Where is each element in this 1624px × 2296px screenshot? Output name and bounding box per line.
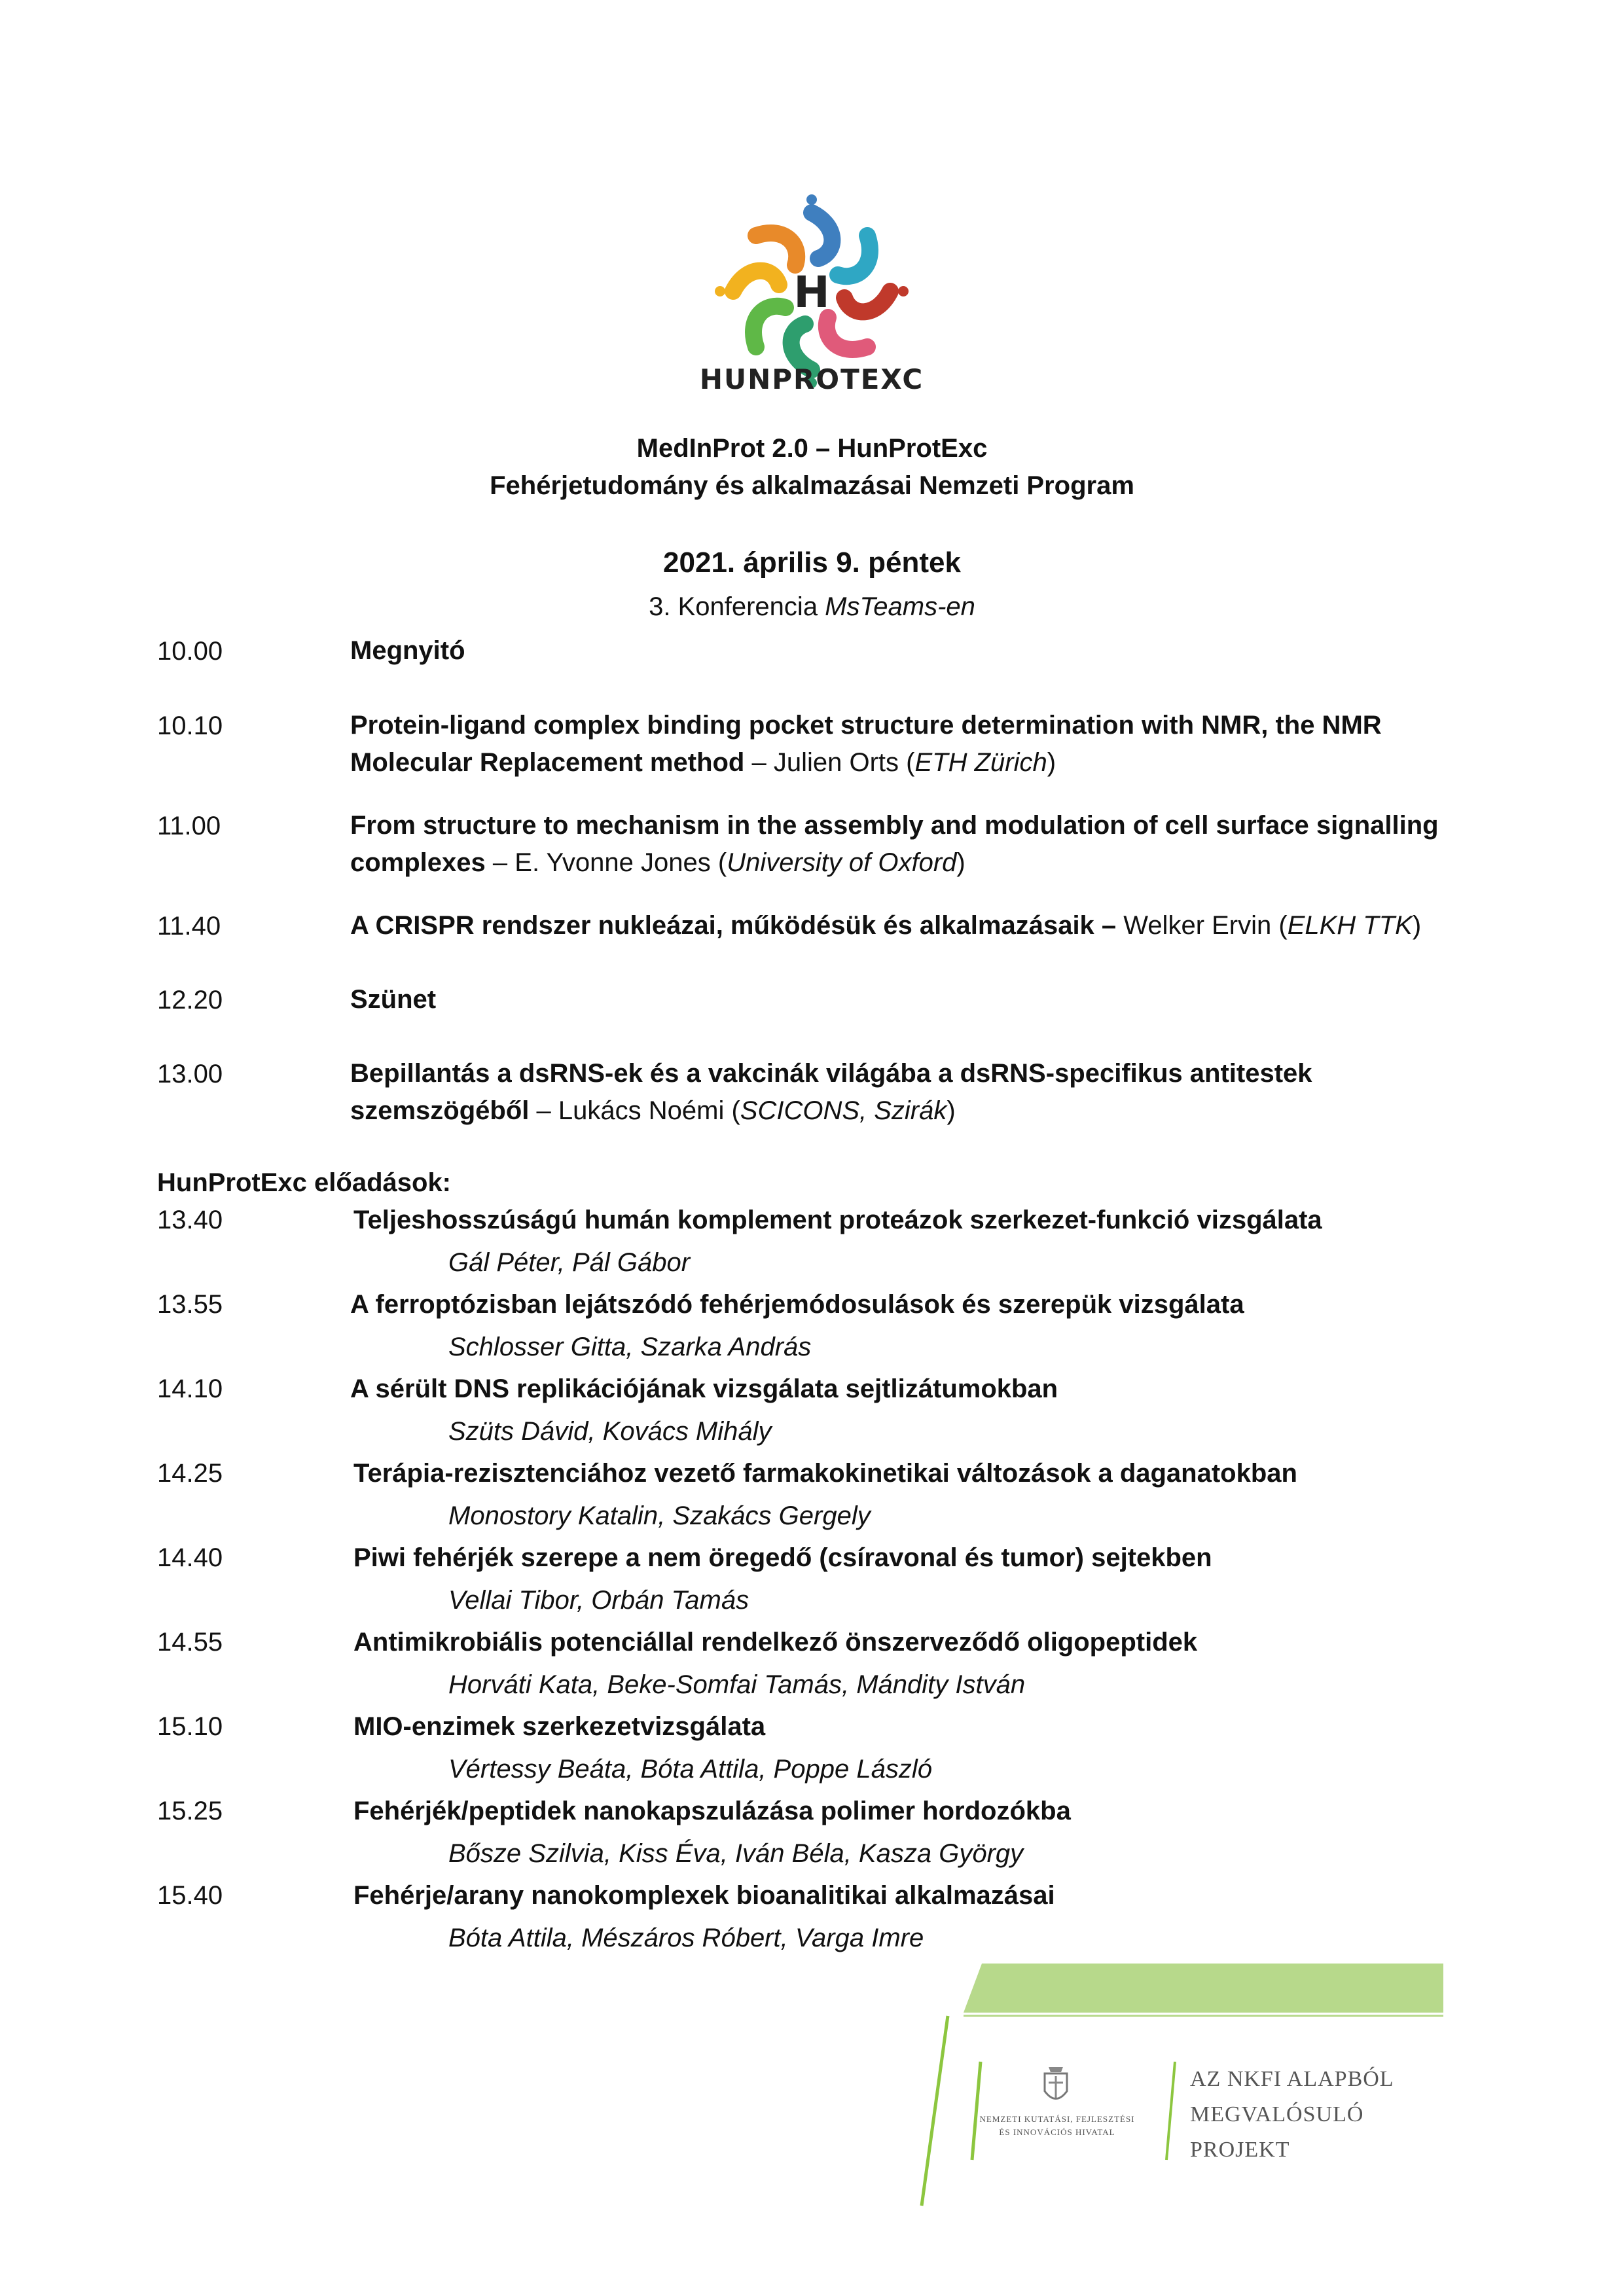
presentation-authors: Monostory Katalin, Szakács Gergely — [448, 1501, 871, 1530]
banner-stripe-left — [922, 2016, 948, 2206]
nkfih-name — [972, 2113, 1142, 2139]
presentation-time: 14.10 — [157, 1374, 223, 1403]
talk-title: Protein-ligand complex binding pocket structure determination with NMR, the NMR Molecular Replacement method — [350, 711, 1382, 777]
presentation-title: Antimikrobiális potenciállal rendelkező önszerveződő oligopeptidek — [353, 1628, 1198, 1657]
talk-title: A CRISPR rendszer nukleázai, működésük és alkalmazásaik – — [350, 911, 1117, 940]
schedule-talk — [350, 981, 1463, 1018]
banner-stripe-divider — [1166, 2062, 1175, 2160]
talk-title: Szünet — [350, 985, 437, 1014]
nkfi-label-line-1: AZ NKFI ALAPBÓL — [1190, 2067, 1394, 2091]
presentation-time: 13.55 — [157, 1290, 223, 1319]
schedule-time: 10.00 — [157, 637, 223, 666]
program-title-2: Fehérjetudomány és alkalmazásai Nemzeti Program — [490, 471, 1134, 500]
talk-separator: – — [744, 748, 774, 777]
talk-separator: – — [529, 1096, 558, 1125]
nkfih-line-2: ÉS INNOVÁCIÓS HIVATAL — [999, 2127, 1115, 2137]
subtitle-platform: MsTeams-en — [825, 592, 975, 621]
presentation-authors: Gál Péter, Pál Gábor — [448, 1248, 691, 1277]
schedule-time: 11.40 — [157, 912, 221, 941]
presentation-title: Fehérje/arany nanokomplexek bioanalitikai alkalmazásai — [353, 1881, 1055, 1910]
talk-speaker: Welker Ervin ( — [1123, 911, 1288, 940]
talk-affiliation: University of Oxford — [727, 848, 957, 877]
talk-speaker: E. Yvonne Jones ( — [514, 848, 727, 877]
presentation-title: A ferroptózisban lejátszódó fehérjemódosulások és szerepük vizsgálata — [350, 1290, 1244, 1319]
presentation-time: 15.25 — [157, 1797, 223, 1825]
schedule-talk — [350, 632, 1463, 670]
nkfi-label-line-2: MEGVALÓSULÓ — [1190, 2102, 1364, 2126]
event-subtitle — [0, 592, 1624, 622]
talk-title: Megnyitó — [350, 636, 465, 665]
banner-stripe-accent — [972, 2062, 981, 2160]
schedule-time: 13.00 — [157, 1060, 223, 1088]
presentation-authors: Schlosser Gitta, Szarka András — [448, 1333, 812, 1361]
presentation-time: 15.40 — [157, 1881, 223, 1910]
talk-separator: – — [485, 848, 515, 877]
talk-speaker: Julien Orts ( — [773, 748, 915, 777]
talk-speaker: Lukács Noémi ( — [558, 1096, 740, 1125]
talk-separator — [1116, 911, 1123, 940]
presentation-time: 14.55 — [157, 1628, 223, 1657]
banner-green-band — [964, 1964, 1443, 2013]
schedule-talk: Bepillantás a dsRNS-ek és a vakcinák világába a dsRNS-specifikus antitestek szemszögéből – Lukács Noémi (SCICONS, Szirák) — [350, 1059, 1312, 1125]
program-title-1: MedInProt 2.0 – HunProtExc — [636, 434, 988, 463]
presentation-title: Teljeshosszúságú humán komplement proteázok szerkezet-funkció vizsgálata — [353, 1206, 1322, 1234]
talk-affiliation: ELKH TTK — [1287, 911, 1413, 940]
presentation-title: Piwi fehérjék szerepe a nem öregedő (csíravonal és tumor) sejtekben — [353, 1543, 1212, 1572]
presentation-authors: Horváti Kata, Beke-Somfai Tamás, Mándity István — [448, 1670, 1026, 1699]
presentation-title: Terápia-rezisztenciához vezető farmakokinetikai változások a daganatokban — [353, 1459, 1297, 1488]
logo-letter: H — [793, 267, 830, 317]
presentation-title: MIO-enzimek szerkezetvizsgálata — [353, 1712, 766, 1741]
logo-brand-text: HUNPROTEXC — [699, 363, 924, 395]
talk-affiliation: SCICONS, Szirák — [740, 1096, 947, 1125]
schedule-time: 10.10 — [157, 711, 223, 740]
presentation-time: 15.10 — [157, 1712, 223, 1741]
talk-title: From structure to mechanism in the assembly and modulation of cell surface signalling complexes — [350, 811, 1439, 877]
schedule-talk: Protein-ligand complex binding pocket structure determination with NMR, the NMR Molecular Replacement method – Julien Orts (ETH Zürich) — [350, 711, 1382, 777]
presentation-time: 13.40 — [157, 1206, 223, 1234]
nkfi-label-line-3: PROJEKT — [1190, 2138, 1290, 2162]
presentation-title: Fehérjék/peptidek nanokapszulázása polimer hordozókba — [353, 1797, 1071, 1825]
event-date: 2021. április 9. péntek — [663, 547, 961, 579]
presentation-time: 14.25 — [157, 1459, 223, 1488]
presentation-authors: Vellai Tibor, Orbán Tamás — [448, 1586, 749, 1615]
presentation-time: 14.40 — [157, 1543, 223, 1572]
schedule-talk: From structure to mechanism in the assembly and modulation of cell surface signalling complexes – E. Yvonne Jones (University of Oxford) — [350, 811, 1439, 877]
schedule-time: 12.20 — [157, 986, 223, 1014]
talk-title: Bepillantás a dsRNS-ek és a vakcinák világába a dsRNS-specifikus antitestek szemszögéből — [350, 1059, 1312, 1125]
coat-of-arms-icon — [1039, 2062, 1072, 2108]
schedule-time: 11.00 — [157, 812, 221, 840]
talk-affiliation: ETH Zürich — [914, 748, 1047, 777]
presentation-authors: Vértessy Beáta, Bóta Attila, Poppe László — [448, 1755, 932, 1784]
presentation-authors: Szüts Dávid, Kovács Mihály — [448, 1417, 772, 1446]
nkfi-project-label — [1190, 2062, 1394, 2168]
nkfih-line-1: NEMZETI KUTATÁSI, FEJLESZTÉSI — [979, 2114, 1135, 2124]
presentation-title: A sérült DNS replikációjának vizsgálata sejtlizátumokban — [350, 1374, 1058, 1403]
subtitle-text: 3. Konferencia — [649, 592, 825, 621]
presentation-authors: Bóta Attila, Mészáros Róbert, Varga Imre — [448, 1924, 924, 1952]
schedule-talk: A CRISPR rendszer nukleázai, működésük és alkalmazásaik – Welker Ervin (ELKH TTK) — [350, 911, 1422, 940]
presentation-authors: Bősze Szilvia, Kiss Éva, Iván Béla, Kasza György — [448, 1839, 1024, 1868]
section-heading: HunProtExc előadások: — [157, 1168, 452, 1197]
